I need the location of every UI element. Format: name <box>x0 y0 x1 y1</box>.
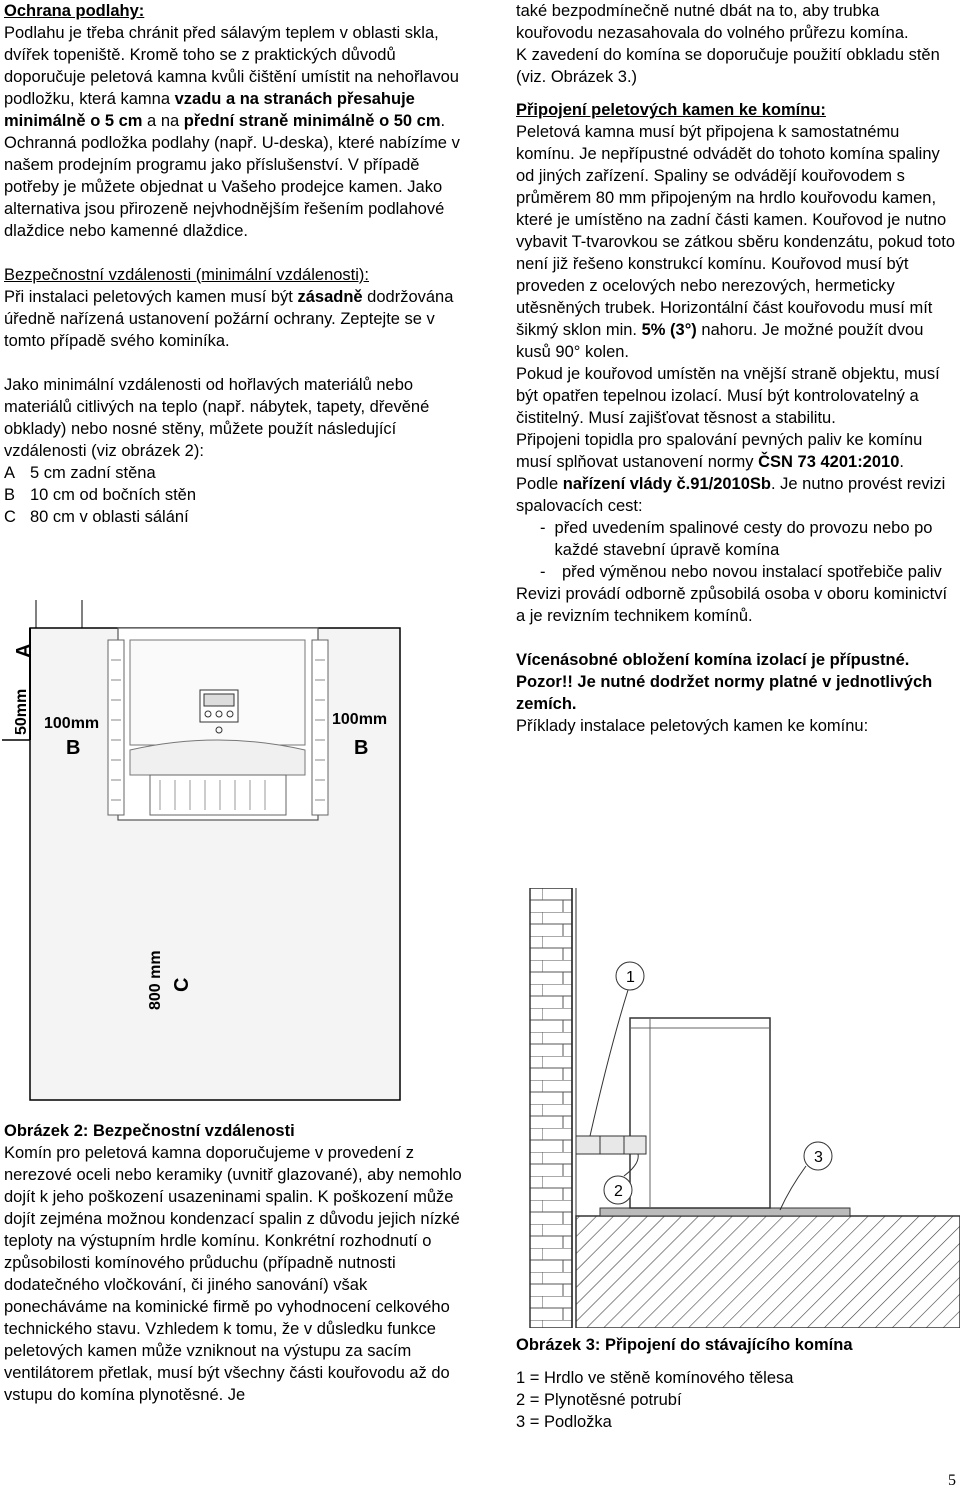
examples-paragraph: Příklady instalace peletových kamen ke komínu: <box>516 717 869 735</box>
fig3-callout-2: 2 <box>614 1183 623 1200</box>
page-number: 5 <box>948 1472 956 1489</box>
fig2-label-100mm-right: 100mm <box>332 711 388 728</box>
revision-item: - před výměnou nebo novou instalací spotřebiče paliv <box>540 563 942 581</box>
legend-item: 3 = Podložka <box>516 1413 612 1431</box>
legend-item: 1 = Hrdlo ve stěně komínového tělesa <box>516 1369 794 1387</box>
warning-paragraph: Vícenásobné obložení komína izolací je přípustné. Pozor!! Je nutné dodržet normy platné v jednotlivých zemích. <box>516 651 933 713</box>
distance-item-c: C 80 cm v oblasti sálání <box>4 508 189 526</box>
connect-paragraph-2: Pokud je kouřovod umístěn na vnější straně objektu, musí být opatřen tepelnou izolací. Musí být kontrolovatelný a čistitelný. Musí zajišťovat těsnost a stabilitu. <box>516 365 940 427</box>
left-column <box>4 0 474 528</box>
fig2-label-b-left: B <box>66 737 81 759</box>
fig3-callout-3: 3 <box>814 1149 823 1166</box>
connect-heading: Připojení peletových kamen ke komínu: <box>516 101 826 119</box>
fig2-label-50mm: 50mm <box>13 688 30 735</box>
revision-item: - před uvedením spalinové cesty do provozu nebo po každé stavební úpravě komína <box>540 519 933 559</box>
right-column <box>516 0 956 737</box>
min-distance-paragraph: Jako minimální vzdálenosti od hořlavých materiálů nebo materiálů citlivých na teplo (např. nábytek, tapety, dřevěné obklady) nebo nosné stěny, můžete použít následující vzdálenosti (viz obrázek 2): <box>4 376 430 460</box>
continued-paragraph-2: K zavedení do komína se doporučuje použití obkladu stěn (viz. Obrázek 3.) <box>516 46 940 86</box>
connect-paragraph-4: Podle nařízení vlády č.91/2010Sb. Je nutno provést revizi spalovacích cest: <box>516 475 946 515</box>
fig2-label-c: C <box>171 977 193 992</box>
connect-paragraph-3: Připojeni topidla pro spalování pevných paliv ke komínu musí splňovat ustanovení normy ČSN 73 4201:2010. <box>516 431 923 471</box>
floor-paragraph: Podlahu je třeba chránit před sálavým teplem v oblasti skla, dvířek topeniště. Kromě toho se z praktických důvodů doporučuje peletová kamna kvůli čištění umístit na nehořlavou podložku, která kamna vzadu a na stranách přesahuje minimálně o 5 cm a na přední straně minimálně o 50 cm. Ochranná podložka podlahy (např. U-deska), které nabízíme v našem prodejním programu jako příslušenství. V případě potřeby je můžete objednat u Vašeho prodejce kamen. Jako alternativa jsou přirozeně nejvhodnějším řešením podlahové dlaždice nebo kamenné dlaždice. <box>4 24 460 240</box>
figure-3-chimney-connection <box>500 888 960 1328</box>
fig2-label-a: A <box>13 643 35 658</box>
chimney-paragraph: Komín pro peletová kamna doporučujeme v provedení z nerezové oceli nebo keramiky (uvnitř glazované), aby nemohlo dojít k jeho poškození usazeninami spalin. K poškození může dojít zejména možnou kondenzací spalin z důvodu jejich nízké teploty na výstupním hrdle komínu. Konkrétní rozhodnutí o způsobilosti komínového průduchu (případně nutnosti dodatečného vločkování, či jiného sanování) však ponecháváme na kominické firmě po vyhodnocení celkového technického stavu. Vzhledem k tomu, že v důsledku funkce peletových kamen může vzniknout na výstupu za sacím ventilátorem přetlak, musí být všechny části kouřovodu až do vstupu do komína plynotěsné. Je <box>4 1144 462 1404</box>
floor-heading: Ochrana podlahy: <box>4 2 145 20</box>
left-column-bottom <box>4 1120 474 1406</box>
fig2-caption: Obrázek 2: Bezpečnostní vzdálenosti <box>4 1122 295 1140</box>
fig3-caption: Obrázek 3: Připojení do stávajícího komína <box>516 1336 853 1354</box>
fig3-callout-1: 1 <box>626 969 635 986</box>
distance-item-b: B 10 cm od bočních stěn <box>4 486 197 504</box>
revision-paragraph: Revizi provádí odborně způsobilá osoba v oboru kominictví a je revizním technikem komínů. <box>516 585 948 625</box>
right-column-bottom <box>516 1334 956 1433</box>
continued-paragraph: také bezpodmínečně nutné dbát na to, aby trubka kouřovodu nezasahovala do volného průřezu komína. <box>516 2 909 42</box>
safety-paragraph: Při instalaci peletových kamen musí být zásadně dodržována úředně nařízená ustanovení požární ochrany. Zeptejte se v tomto případě svého kominíka. <box>4 288 454 350</box>
safety-heading: Bezpečnostní vzdálenosti (minimální vzdálenosti): <box>4 266 370 284</box>
fig2-label-b-right: B <box>354 737 369 759</box>
distance-item-a: A 5 cm zadní stěna <box>4 464 156 482</box>
figure-2-safety-distances <box>0 600 480 1110</box>
legend-item: 2 = Plynotěsné potrubí <box>516 1391 682 1409</box>
connect-paragraph: Peletová kamna musí být připojena k samostatnému komínu. Je nepřípustné odvádět do tohoto komína spaliny od jiných zařízení. Spaliny se odvádějí kouřovodem s průměrem 80 mm připojeným na hrdlo kouřovodu kamen, které je umístěno na zadní části kamen. Kouřovod je nutno vybavit T-tvarovkou se zátkou sběru kondenzátu, pokud toto není již řešeno konstrukcí komínu. Kouřovod musí být proveden z ocelových nebo nerezových, hermeticky utěsněných trubek. Horizontální část kouřovodu musí mít šikmý sklon min. 5% (3°) nahoru. Je možné použít dvou kusů 90° kolen. <box>516 123 956 361</box>
fig2-label-100mm-left: 100mm <box>44 715 100 732</box>
fig2-label-800mm: 800 mm <box>147 950 164 1010</box>
